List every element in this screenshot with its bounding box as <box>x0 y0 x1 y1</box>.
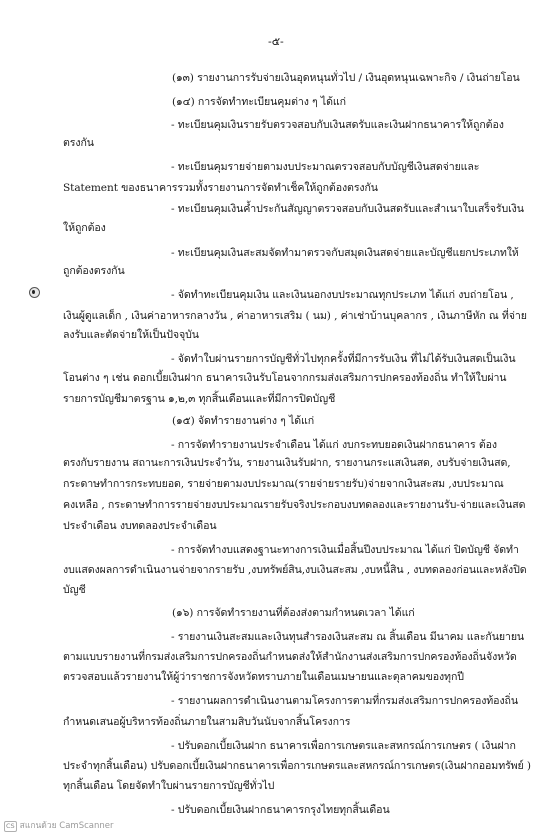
paragraph-line: ตรงกัน <box>63 137 94 149</box>
paragraph-line: ตรงกับรายงาน สถานะการเงินประจำวัน, รายงานเงินรับฝาก, รายงานกระแสเงินสด, งบรับจ่ายเงินสด, <box>63 457 511 469</box>
item-13-heading: (๑๓) รายงานการรับจ่ายเงินอุดหนุนทั่วไป / เงินอุดหนุนเฉพาะกิจ / เงินถ่ายโอน <box>172 72 520 84</box>
paragraph-line: ตรวจสอบแล้วรายงานให้ผู้ว่าราชการจังหวัดทราบภายในเดือนเมษายนและตุลาคมของทุกปี <box>63 671 464 683</box>
paragraph-line: - จัดทำใบผ่านรายการบัญชีทั่วไปทุกครั้งที่มีการรับเงิน ที่ไม่ได้รับเงินสดเป็นเงิน <box>171 353 516 365</box>
paragraph-line: กระดาษทำการกระทบยอด, รายจ่ายตามงบประมาณ(รายจ่ายรายรับ)จ่ายจากเงินสะสม ,งบประมาณ <box>63 478 504 490</box>
paragraph-line: บัญชี <box>63 584 86 596</box>
paragraph-line: - จัดทำทะเบียนคุมเงิน และเงินนอกงบประมาณทุกประเภท ได้แก่ งบถ่ายโอน , <box>171 289 514 301</box>
paragraph-line: เงินผู้ดูแลเด็ก , เงินค่าอาหารกลางวัน , ค่าอาหารเสริม ( นม) , ค่าเช่าบ้านบุคลากร , เงินภาษีหัก ณ ที่จ่าย <box>63 310 527 322</box>
paragraph-line: - ทะเบียนคุมเงินรายรับตรวจสอบกับเงินสดรับและเงินฝากธนาคารให้ถูกต้อง <box>171 119 504 131</box>
paragraph-line: Statement ของธนาคารรวมทั้งรายงานการจัดทำเช็คให้ถูกต้องตรงกัน <box>63 182 378 194</box>
paragraph-line: คงเหลือ , กระดาษทำการรายจ่ายงบประมาณรายรับจริงประกอบงบทดลองและรายงานรับ-จ่ายและเงินสด <box>63 499 526 511</box>
paragraph-line: ถูกต้องตรงกัน <box>63 265 125 277</box>
item-15-heading: (๑๕) จัดทำรายงานต่าง ๆ ได้แก่ <box>172 415 315 427</box>
punch-hole-icon <box>29 287 40 298</box>
paragraph-line: - ปรับดอกเบี้ยเงินฝากธนาคารกรุงไทยทุกสิ้นเดือน <box>171 804 390 816</box>
paragraph-line: - การจัดทำรายงานประจำเดือน ได้แก่ งบกระทบยอดเงินฝากธนาคาร ต้อง <box>171 439 497 451</box>
paragraph-line: - รายงานเงินสะสมและเงินทุนสำรองเงินสะสม ณ สิ้นเดือน มีนาคม และกันยายน <box>171 631 525 643</box>
page-number: -๕- <box>268 35 284 48</box>
paragraph-line: - ทะเบียนคุมรายจ่ายตามงบประมาณตรวจสอบกับบัญชีเงินสดจ่ายและ <box>171 161 480 173</box>
camscanner-logo-icon: CS <box>6 822 15 830</box>
paragraph-line: ทุกสิ้นเดือน โดยจัดทำใบผ่านรายการบัญชีทั่วไป <box>63 780 275 792</box>
paragraph-line: ประจำทุกสิ้นเดือน) ปรับดอกเบี้ยเงินฝากธนาคารเพื่อการเกษตรและสหกรณ์การเกษตร(เงินฝากออมทรัพย์ ) <box>63 760 531 772</box>
paragraph-line: - ทะเบียนคุมเงินค้ำประกันสัญญาตรวจสอบกับเงินสดรับและสำเนาใบเสร็จรับเงิน <box>171 203 524 215</box>
paragraph-line: โอนต่าง ๆ เช่น ดอกเบี้ยเงินฝาก ธนาคารเงินรับโอนจากกรมส่งเสริมการปกครองท้องถิ่น ทำให้ใบผ่าน <box>63 372 507 384</box>
camscanner-watermark <box>4 821 113 832</box>
paragraph-line: ประจำเดือน งบทดลองประจำเดือน <box>63 520 217 532</box>
watermark-text: สแกนด้วย CamScanner <box>19 821 114 832</box>
paragraph-line: รายการบัญชีมาตรฐาน ๑,๒,๓ ทุกสิ้นเดือนและที่มีการปิดบัญชี <box>63 393 336 405</box>
paragraph-line: - การจัดทำงบแสดงฐานะทางการเงินเมื่อสิ้นปีงบประมาณ ได้แก่ ปิดบัญชี จัดทำ <box>171 544 519 556</box>
paragraph-line: - ทะเบียนคุมเงินสะสมจัดทำมาตรวจกับสมุดเงินสดจ่ายและบัญชีแยกประเภทให้ <box>171 247 519 259</box>
paragraph-line: - ปรับดอกเบี้ยเงินฝาก ธนาคารเพื่อการเกษตรและสหกรณ์การเกษตร ( เงินฝาก <box>171 740 516 752</box>
paragraph-line: ลงรับและตัดจ่ายให้เป็นปัจจุบัน <box>63 329 199 341</box>
paragraph-line: กำหนดเสนอผู้บริหารท้องถิ่นภายในสามสิบวันนับจากสิ้นโครงการ <box>63 716 351 728</box>
item-14-heading: (๑๔) การจัดทำทะเบียนคุมต่าง ๆ ได้แก่ <box>172 96 346 108</box>
paragraph-line: ให้ถูกต้อง <box>63 222 106 234</box>
item-16-heading: (๑๖) การจัดทำรายงานที่ต้องส่งตามกำหนดเวลา ได้แก่ <box>172 607 415 619</box>
paragraph-line: งบแสดงผลการดำเนินงานจ่ายจากรายรับ ,งบทรัพย์สิน,งบเงินสะสม ,งบหนี้สิน , งบทดลองก่อนและหลังปิด <box>63 564 527 576</box>
paragraph-line: ตามแบบรายงานที่กรมส่งเสริมการปกครองถิ่นกำหนดส่งให้สำนักงานส่งเสริมการปกครองท้องถิ่นจังหวัด <box>63 651 517 663</box>
paragraph-line: - รายงานผลการดำเนินงานตามโครงการตามที่กรมส่งเสริมการปกครองท้องถิ่น <box>171 695 518 707</box>
